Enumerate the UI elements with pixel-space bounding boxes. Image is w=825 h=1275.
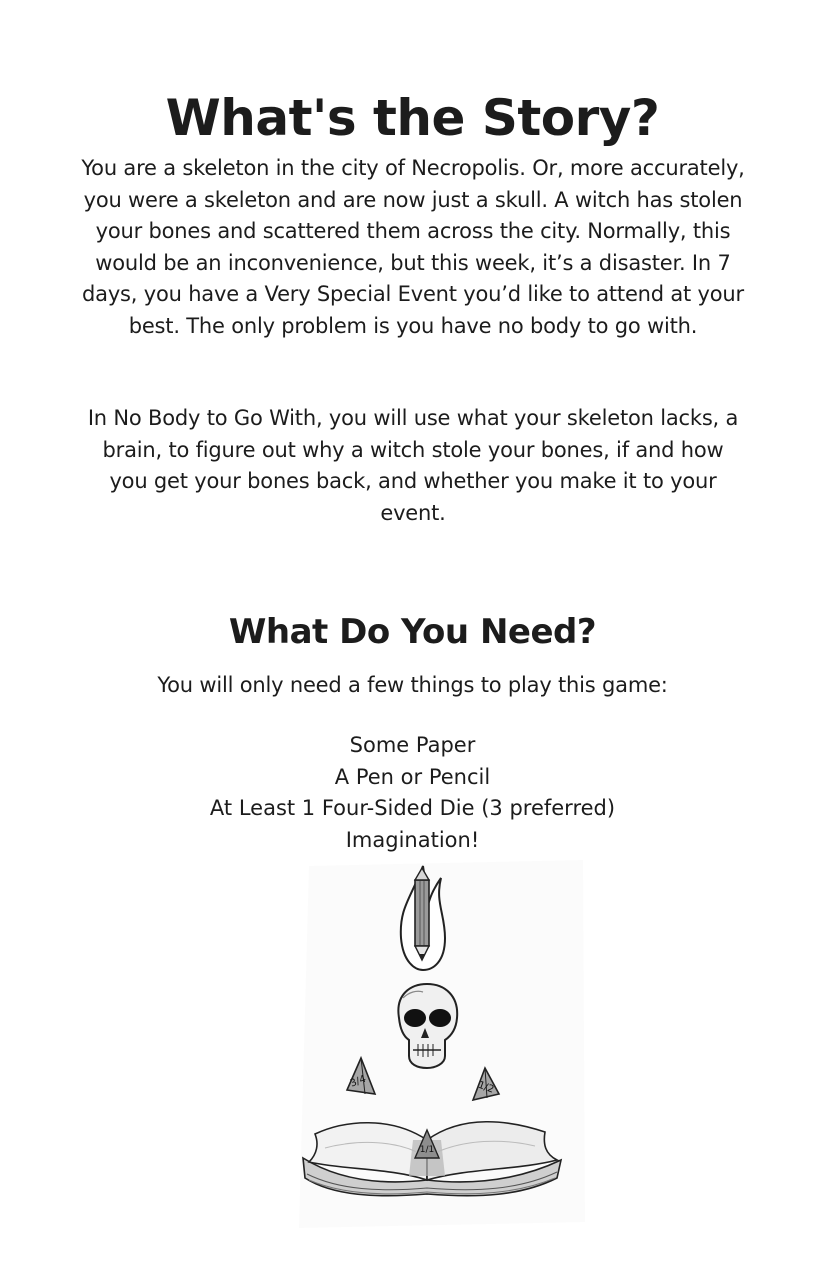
needs-heading: What Do You Need? bbox=[228, 612, 597, 652]
needs-item-paper: Some Paper bbox=[349, 733, 476, 757]
die-book-label: 1/1 bbox=[419, 1145, 435, 1155]
skull-book-illustration bbox=[295, 858, 587, 1230]
story-paragraph-2: In No Body to Go With, you will use what your skeleton lacks, a brain, to figure out why a witch stole your bones, if and how you get your bones back, and whether you make it to your event. bbox=[87, 406, 739, 525]
needs-intro: You will only need a few things to play this game: bbox=[157, 673, 668, 697]
pencil-icon bbox=[415, 868, 429, 960]
die-right-label: 1/2 bbox=[476, 1079, 496, 1096]
needs-list bbox=[0, 730, 825, 856]
die-left-label: 3/4 bbox=[348, 1073, 368, 1090]
story-paragraph-1: You are a skeleton in the city of Necropolis. Or, more accurately, you were a skeleton and are now just a skull. A witch has stolen your bones and scattered them across the city. Normally, this would be an inconvenience, but this week, it’s a disaster. In 7 days, you have a Very Special Event you’d like to attend at your best. The only problem is you have no body to go with. bbox=[81, 156, 745, 338]
needs-item-dice: At Least 1 Four-Sided Die (3 preferred) bbox=[209, 796, 616, 820]
needs-item-imagination: Imagination! bbox=[345, 827, 480, 852]
needs-item-pen: A Pen or Pencil bbox=[334, 764, 491, 789]
story-heading: What's the Story? bbox=[165, 89, 660, 147]
